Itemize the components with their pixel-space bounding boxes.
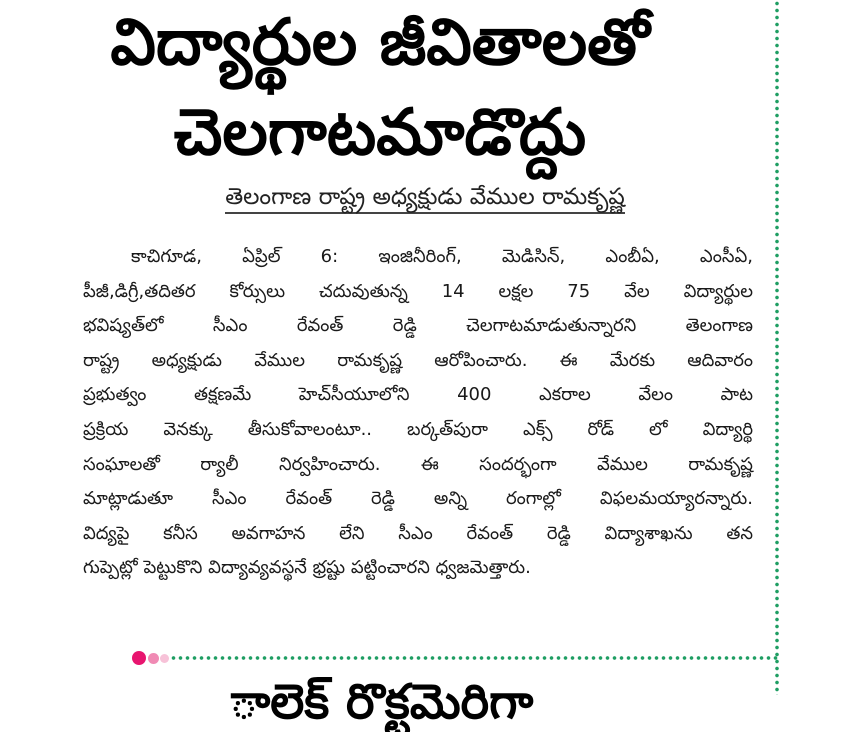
headline-line-1: విద్యార్థుల జీవితాలతో [110,6,650,80]
divider-bullet-icon [160,654,169,663]
body-line: భవిష్యత్‌లో సీఎం రేవంత్ రెడ్డి చెలగాటమాడుతున్నారని తెలంగాణ [83,315,753,337]
body-line: రాష్ట్ర అధ్యక్షుడు వేముల రామకృష్ణ ఆరోపించారు. ఈ మేరకు ఆదివారం [83,349,753,371]
body-line: మాట్లాడుతూ సీఎం రేవంత్ రెడ్డి అన్ని రంగాల్లో విఫలమయ్యారన్నారు. [83,488,753,510]
body-line: గుప్పెట్లో పెట్టుకొని విద్యావ్యవస్థనే భ్రష్టు పట్టించారని ధ్వజమెత్తారు. [83,557,531,579]
section-divider-dots [170,655,778,661]
body-line: ప్రక్రియ వెనక్కు తీసుకోవాలంటూ.. బర్కత్‌పురా ఎక్స్ రోడ్ లో విద్యార్థి [83,418,753,440]
body-line: కాచిగూడ, ఏప్రిల్ 6: ఇంజినీరింగ్, మెడిసిన్, ఎంబీఏ, ఎంసీఏ, [131,246,753,267]
divider-bullet-icon [132,651,146,665]
subheadline-text: తెలంగాణ రాష్ట్ర అధ్యక్షుడు వేముల రామకృష్ణ [225,184,625,214]
column-divider-dots [774,0,780,695]
next-article-headline: ాలెక్ రొక్టమెరిగా [230,674,534,730]
subheadline [0,180,850,214]
headline-line-2: చెలగాటమాడొద్దు [173,96,587,170]
body-line: ప్రభుత్వం తక్షణమే హెచ్‌సీయూలోని 400 ఎకరాల వేలం పాట [83,384,753,406]
body-line: పీజీ,డిగ్రీ,తదితర కోర్సులు చదువుతున్న 14 లక్షల 75 వేల విద్యార్థుల [83,280,753,302]
body-line: సంఘాలతో ర్యాలీ నిర్వహించారు. ఈ సందర్భంగా వేముల రామకృష్ణ [83,453,753,475]
article-body [83,240,753,586]
divider-bullet-icon [148,653,159,664]
body-line: విద్యపై కనీస అవగాహన లేని సీఎం రేవంత్ రెడ్డి విద్యాశాఖను తన [83,522,753,544]
